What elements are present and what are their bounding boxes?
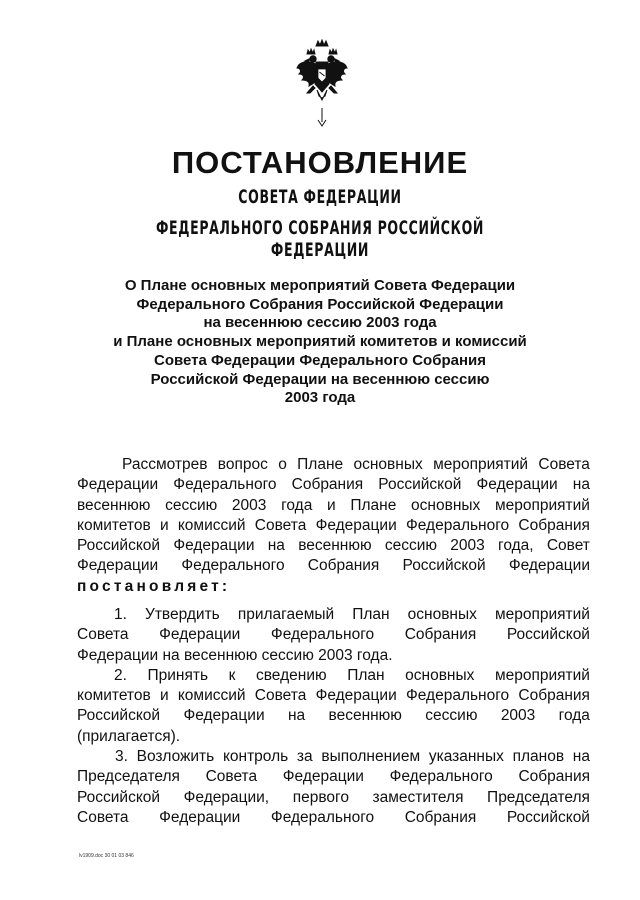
resolves-word: постановляет: bbox=[77, 577, 231, 595]
text-line: Федерации Федерального Собрания Российской Федерации на bbox=[77, 476, 590, 494]
text-line: Российской Федерации на весеннюю сессию 2003 года, Совет bbox=[77, 537, 590, 555]
subject-line: и Плане основных мероприятий комитетов и комиссий bbox=[113, 333, 527, 351]
item-line: комитетов и комиссий Совета Федерации Федерального Собрания bbox=[77, 687, 590, 705]
item-line: Федерации на весеннюю сессию 2003 года. bbox=[77, 646, 393, 664]
item-line: Совета Федерации Федерального Собрания Российской bbox=[77, 626, 590, 644]
item-line: 1. Утвердить прилагаемый План основных мероприятий bbox=[114, 606, 590, 623]
text-line: Федерации Федерального Собрания Российской Федерации bbox=[77, 557, 590, 575]
subject-line: 2003 года bbox=[284, 389, 356, 407]
file-reference: lv1909.doc 30 01 03 846 bbox=[79, 853, 134, 859]
item-line: Российской Федерации на весеннюю сессию 2003 года bbox=[77, 707, 590, 725]
item-line: Председателя Совета Федерации Федерального Собрания bbox=[77, 768, 590, 786]
coat-of-arms-icon bbox=[296, 38, 348, 130]
document-title: ПОСТАНОВЛЕНИЕ bbox=[171, 145, 469, 180]
item-line: Совета Федерации Федерального Собрания Российской bbox=[77, 808, 590, 826]
resolution-subject bbox=[80, 277, 560, 408]
preamble-paragraph bbox=[77, 455, 590, 597]
issuer-line-2: ФЕДЕРАЛЬНОГО СОБРАНИЯ РОССИЙСКОЙ ФЕДЕРАЦИИ bbox=[155, 217, 485, 261]
subject-line: на весеннюю сессию 2003 года bbox=[203, 314, 437, 332]
subject-line: О Плане основных мероприятий Совета Федерации bbox=[124, 277, 516, 294]
subject-line: Совета Федерации Федерального Собрания bbox=[153, 351, 487, 369]
resolution-items bbox=[77, 605, 590, 828]
item-line: Российской Федерации, первого заместителя Председателя bbox=[77, 788, 590, 806]
item-line: 2. Принять к сведению План основных мероприятий bbox=[114, 666, 590, 684]
item-line: 3. Возложить контроль за выполнением указанных планов на bbox=[115, 748, 590, 766]
text-line: комитетов и комиссий Совета Федерации Федерального Собрания bbox=[77, 516, 590, 534]
issuer-line-1: СОВЕТА ФЕДЕРАЦИИ bbox=[238, 186, 402, 208]
text-line: Рассмотрев вопрос о Плане основных мероприятий Совета bbox=[122, 456, 590, 473]
subject-line: Российской Федерации на весеннюю сессию bbox=[150, 370, 490, 388]
text-line: весеннюю сессию 2003 года и Плане основных мероприятий bbox=[77, 496, 590, 514]
subject-line: Федерального Собрания Российской Федерации bbox=[136, 295, 504, 313]
item-line: (прилагается). bbox=[77, 727, 181, 745]
